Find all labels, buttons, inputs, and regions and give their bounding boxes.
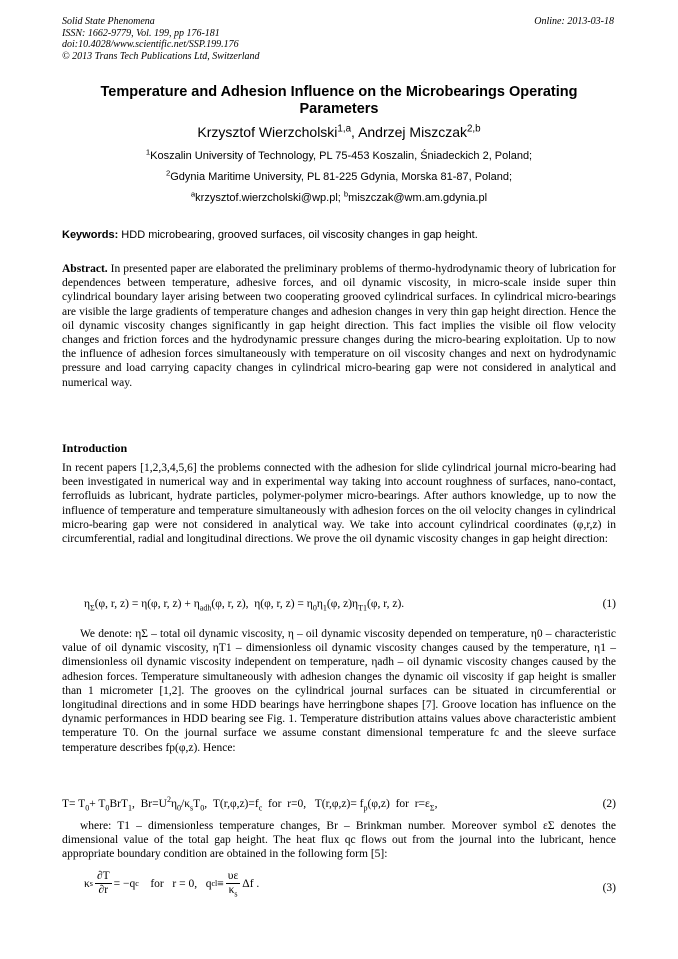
abstract (62, 262, 616, 390)
author-1: Krzysztof Wierzcholski (197, 124, 338, 140)
intro-paragraph-1: In recent papers [1,2,3,4,5,6] the problems connected with the adhesion for slide cylindrical journal micro-bearing had been investigated in numerical way and in experimental way taking into account roughness of surfaces, nano-contact, ferrofluids as lubricant, hydrate particles, polymer-polymer micro-bearings. After authors knowledge, up to now the influence of temperature and temperature simultaneously with adhesion forces on the oil velocity changes in cylindrical micro-bearing gap were not considered in analytical way. We take into account cylindrical coordinates (φ,r,z) in circumferential, radial and longitudinal directions. We prove the oil dynamic viscosity changes in gap height direction: (62, 462, 616, 546)
introduction-heading: Introduction (62, 441, 128, 455)
author-1-sup: 1,a (337, 123, 352, 135)
equation-2-number: (2) (602, 798, 616, 810)
intro-paragraph-2: We denote: ηΣ – total oil dynamic viscosity, η – oil dynamic viscosity depended on temperature, η0 – characteristic value of oil dynamic viscosity, ηT1 – dimensionless oil dynamic viscosity changes caused by the temperature, η1 – dimensionless oil dynamic viscosity independent on temperature, ηadh – oil dynamic viscosity changes caused by the adhesion forces. Temperature simultaneously with adhesion changes the dynamic oil viscosity if gap height is smaller than 1 micrometer [1,2]. The grooves on the cylindrical journal surfaces can be situated in circumferential or longitudinal directions and in some HDD bearings have herringbone shapes [7]. Groove location has influence on the dynamic performances in HDD bearing see Fig. 1. Temperature distribution attains values above characteristic ambient temperature T0. On the journal surface we assume constant dimensional temperature fc and the sleeve surface temperature describes fp(φ,z). Hence: (62, 628, 616, 754)
equation-1 (62, 598, 616, 613)
email-b-sup: b (343, 189, 349, 199)
equation-2 (62, 795, 616, 813)
author-emails (62, 189, 616, 204)
equation-3 (62, 870, 616, 897)
title-line-2: Parameters (299, 101, 379, 117)
author-2: Andrzej Miszczak (358, 124, 467, 140)
title-line-1: Temperature and Adhesion Influence on the Microbearings Operating (100, 84, 578, 100)
author-2-sup: 2,b (466, 123, 481, 135)
equation-3-fraction: $\frac{\upsilon\varepsilon}{\kappa_s}$ (227, 870, 239, 899)
author-list (62, 124, 616, 140)
affiliation-2-sup: 2 (165, 168, 171, 178)
equation-3-derivative: $\frac{\partial T}{\partial r}$ (96, 870, 110, 896)
intro-paragraph-3: where: T1 – dimensionless temperature changes, Br – Brinkman number. Moreover symbol εΣ denotes the dimensional value of the total gap height. The heat flux qc flows out from the journal into the lubricant, hence appropriate boundary condition are obtained in the following form [5]: (62, 820, 616, 861)
journal-header (62, 16, 260, 62)
affiliation-1-text: Koszalin University of Technology, PL 75-453 Koszalin, Śniadeckich 2, Poland; (150, 150, 533, 162)
keywords-text: HDD microbearing, grooved surfaces, oil viscosity changes in gap height. (118, 229, 478, 241)
journal-doi: doi:10.4028/www.scientific.net/SSP.199.176 (62, 39, 239, 50)
abstract-label: Abstract. (62, 263, 108, 275)
journal-issn: ISSN: 1662-9779, Vol. 199, pp 176-181 (62, 27, 220, 39)
online-date: Online: 2013-03-18 (534, 16, 614, 27)
affiliation-2-text: Gdynia Maritime University, PL 81-225 Gdynia, Morska 81-87, Poland; (170, 171, 513, 183)
equation-2-expr: $T= T_0+ T_0BrT_1$, $Br=U^2\eta_0/\kappa_sT_0$, $T(r,\varphi,z)=f_c$ for r=0, $T(r,\varphi,z)= f_p(\varphi,z)$ for $r=\varepsilon_\Sigma$, (62, 795, 438, 813)
affiliation-1-sup: 1 (145, 147, 151, 157)
abstract-text: In presented paper are elaborated the preliminary problems of thermo-hydrodynamic theory of lubrication for dependences between temperature, adhesive forces, and oil dynamic viscosity, in micro-scale inside super thin cylindrical boundary layer arising between two cooperating grooved cylindrical surfaces. In cylindrical micro-bearings are visible the large gradients of temperature changes and adhesion changes in very thin gap height direction. Hence the oil dynamic viscosity changes significantly in gap height direction. This fact implies the visible oil flow velocity changes and friction forces and the hydrodynamic pressure changes during the micro-bearing exploitation. Up to now the influence of adhesion forces simultaneously with temperature on oil viscosity changes and next on hydrodynamic pressure and load carrying capacity changes in cylindrical micro-bearing gap were not considered in analytical and numerical way. (62, 263, 616, 389)
affiliation-1 (62, 147, 616, 162)
equation-1-number: (1) (602, 598, 616, 610)
paper-title (62, 84, 616, 118)
equation-1-expr: $\eta_\Sigma(\varphi$, r, z) = η(φ, r, $z) + \eta_{adh}(\varphi$, r, z), η(φ, r, $z) = \eta_0\eta_1(\varphi$, $z)\eta_{T1}(\varphi$, r, z). (84, 598, 405, 613)
journal-copyright: © 2013 Trans Tech Publications Ltd, Switzerland (62, 50, 260, 62)
email-a: krzysztof.wierzcholski@wp.pl; (195, 192, 344, 204)
keywords-label: Keywords: (62, 229, 119, 241)
author-sep: , (351, 124, 359, 140)
keywords (62, 229, 616, 241)
affiliation-2 (62, 168, 616, 183)
email-a-sup: a (190, 189, 196, 199)
equation-3-expr: κ s $\frac{\partial T}{\partial r}$ = −q c for r = 0, q cl ≡ $\frac{\upsilon\varepsilon}{\kappa_s}$ Δf . (84, 870, 260, 899)
journal-name: Solid State Phenomena (62, 16, 155, 27)
equation-3-number: (3) (602, 882, 616, 894)
email-b: miszczak@wm.am.gdynia.pl (348, 192, 488, 204)
